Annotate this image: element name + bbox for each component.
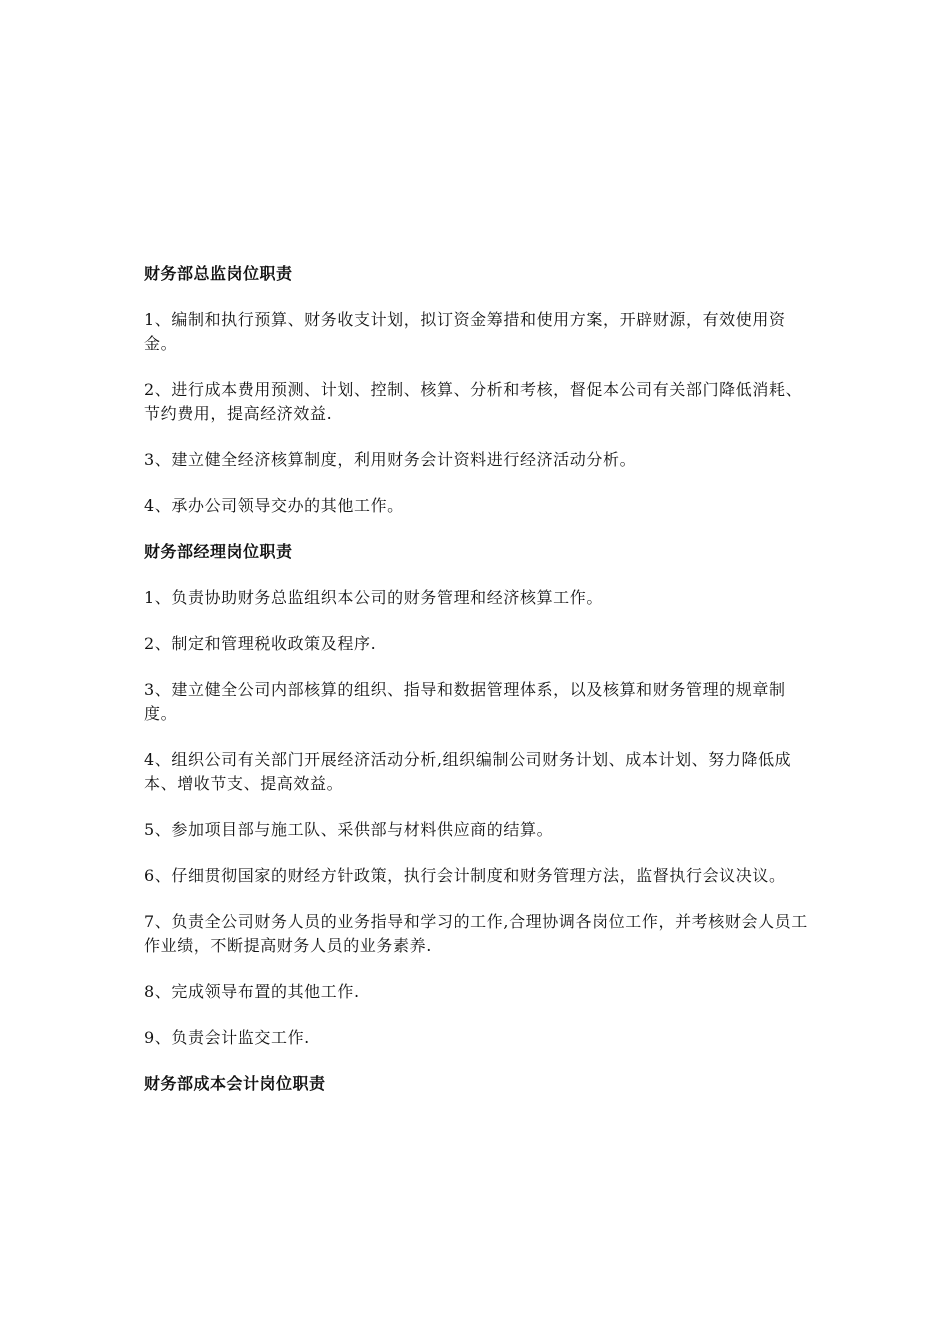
duty-item: 1、负责协助财务总监组织本公司的财务管理和经济核算工作。 bbox=[144, 588, 603, 607]
section-heading: 财务部经理岗位职责 bbox=[144, 542, 293, 561]
duty-item: 5、参加项目部与施工队、采供部与材料供应商的结算。 bbox=[144, 820, 554, 839]
duty-item: 3、建立健全公司内部核算的组织、指导和数据管理体系，以及核算和财务管理的规章制度。 bbox=[144, 680, 786, 723]
document-page bbox=[144, 262, 808, 1118]
duty-item: 3、建立健全经济核算制度，利用财务会计资料进行经济活动分析。 bbox=[144, 450, 637, 469]
duty-item: 9、负责会计监交工作. bbox=[144, 1028, 310, 1047]
section-director bbox=[144, 262, 808, 518]
section-cost-accountant bbox=[144, 1072, 808, 1096]
duty-item: 2、进行成本费用预测、计划、控制、核算、分析和考核，督促本公司有关部门降低消耗、节约费用，提高经济效益. bbox=[144, 380, 803, 423]
duty-item: 2、制定和管理税收政策及程序. bbox=[144, 634, 377, 653]
section-heading: 财务部总监岗位职责 bbox=[144, 264, 293, 283]
duty-item: 1、编制和执行预算、财务收支计划，拟订资金筹措和使用方案，开辟财源，有效使用资金。 bbox=[144, 310, 786, 353]
duty-item: 6、仔细贯彻国家的财经方针政策，执行会计制度和财务管理方法，监督执行会议决议。 bbox=[144, 866, 786, 885]
section-manager bbox=[144, 540, 808, 1050]
duty-item: 7、负责全公司财务人员的业务指导和学习的工作,合理协调各岗位工作，并考核财会人员工作业绩，不断提高财务人员的业务素养. bbox=[144, 912, 808, 955]
duty-item: 4、承办公司领导交办的其他工作。 bbox=[144, 496, 404, 515]
duty-item: 8、完成领导布置的其他工作. bbox=[144, 982, 360, 1001]
section-heading: 财务部成本会计岗位职责 bbox=[144, 1074, 326, 1093]
duty-item: 4、组织公司有关部门开展经济活动分析,组织编制公司财务计划、成本计划、努力降低成本、增收节支、提高效益。 bbox=[144, 750, 792, 793]
